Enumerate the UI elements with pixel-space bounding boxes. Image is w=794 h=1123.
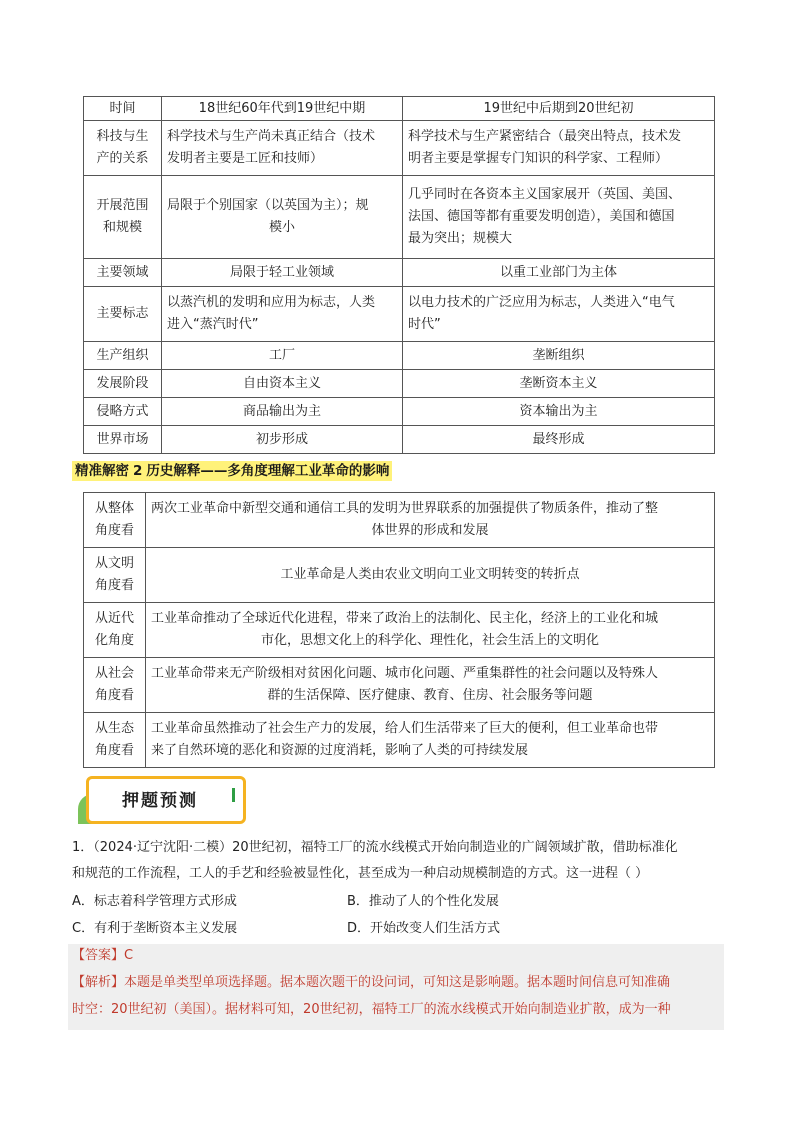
row-label: 从近代 化角度 <box>84 603 146 658</box>
answer-line <box>72 946 133 966</box>
table-row <box>84 342 715 370</box>
row-label: 开展范围 和规模 <box>84 176 162 259</box>
row-label: 科技与生 产的关系 <box>84 121 162 176</box>
table-cell: 商品输出为主 <box>162 398 403 426</box>
analysis-line: 时空：20世纪初（美国）。据材料可知，20世纪初，福特工厂的流水线模式开始向制造业扩散，成为一种 <box>72 1002 671 1017</box>
table-row <box>84 287 715 342</box>
answer-tag: 【答案】 <box>72 948 125 963</box>
section-prefix: 精准解密 <box>75 463 129 479</box>
banner-title: 押题预测 <box>122 791 198 811</box>
table-cell: 以电力技术的广泛应用为标志，人类进入“电气 时代” <box>403 287 715 342</box>
option-b: B．推动了人的个性化发展 <box>347 894 499 909</box>
prediction-banner <box>76 774 248 826</box>
question-stem-line: 和规范的工作流程，工人的手艺和经验被显性化，甚至成为一种启动规模制造的方式。这一进程（ ） <box>72 866 649 881</box>
table-cell: 垄断资本主义 <box>403 370 715 398</box>
table-row <box>84 603 715 658</box>
table-cell: 两次工业革命中新型交通和通信工具的发明为世界联系的加强提供了物质条件，推动了整 体世界的形成和发展 <box>146 493 715 548</box>
row-label: 从整体 角度看 <box>84 493 146 548</box>
table-cell: 以蒸汽机的发明和应用为标志，人类 进入“蒸汽时代” <box>162 287 403 342</box>
question-stem-line: 1．（2024·辽宁沈阳·二模）20世纪初，福特工厂的流水线模式开始向制造业的广阔领域扩散，借助标准化 <box>72 840 678 855</box>
table-cell: 垄断组织 <box>403 342 715 370</box>
option-c: C．有利于垄断资本主义发展 <box>72 921 238 936</box>
section-title <box>72 461 392 481</box>
table-cell: 工厂 <box>162 342 403 370</box>
option-d: D．开始改变人们生活方式 <box>347 921 501 936</box>
table-cell: 自由资本主义 <box>162 370 403 398</box>
impact-table <box>83 492 715 768</box>
table-cell: 科学技术与生产尚未真正结合（技术 发明者主要是工匠和技师） <box>162 121 403 176</box>
table-row <box>84 176 715 259</box>
row-label: 侵略方式 <box>84 398 162 426</box>
header-cell-time: 时间 <box>84 97 162 121</box>
header-cell-first-revolution: 18世纪60年代到19世纪中期 <box>162 97 403 121</box>
table-cell: 工业革命是人类由农业文明向工业文明转变的转折点 <box>146 548 715 603</box>
table-cell: 最终形成 <box>403 426 715 454</box>
table-row <box>84 370 715 398</box>
table-row <box>84 658 715 713</box>
table-row <box>84 548 715 603</box>
table-header-row <box>84 97 715 121</box>
row-label: 主要标志 <box>84 287 162 342</box>
section-number: 2 <box>133 463 143 479</box>
row-label: 主要领域 <box>84 259 162 287</box>
table-row <box>84 493 715 548</box>
row-label: 发展阶段 <box>84 370 162 398</box>
row-label: 世界市场 <box>84 426 162 454</box>
table-cell: 几乎同时在各资本主义国家展开（英国、美国、 法国、德国等都有重要发明创造），美国和德国 最为突出；规模大 <box>403 176 715 259</box>
table-cell: 资本输出为主 <box>403 398 715 426</box>
section-heading: 历史解释——多角度理解工业革命的影响 <box>146 463 390 479</box>
row-label: 从社会 角度看 <box>84 658 146 713</box>
table-row <box>84 426 715 454</box>
table-cell: 工业革命推动了全球近代化进程，带来了政治上的法制化、民主化，经济上的工业化和城 市化，思想文化上的科学化、理性化，社会生活上的文明化 <box>146 603 715 658</box>
analysis-tag: 【解析】 <box>72 975 125 990</box>
table-cell: 工业革命带来无产阶级相对贫困化问题、城市化问题、严重集群性的社会问题以及特殊人 群的生活保障、医疗健康、教育、住房、社会服务等问题 <box>146 658 715 713</box>
table-row <box>84 713 715 768</box>
row-label: 从生态 角度看 <box>84 713 146 768</box>
row-label: 生产组织 <box>84 342 162 370</box>
answer-value: C <box>124 948 134 963</box>
table-row <box>84 259 715 287</box>
table-cell: 科学技术与生产紧密结合（最突出特点，技术发 明者主要是掌握专门知识的科学家、工程师） <box>403 121 715 176</box>
table-cell: 工业革命虽然推动了社会生产力的发展，给人们生活带来了巨大的便利，但工业革命也带 来了自然环境的恶化和资源的过度消耗，影响了人类的可持续发展 <box>146 713 715 768</box>
table-cell: 局限于轻工业领域 <box>162 259 403 287</box>
table-cell: 以重工业部门为主体 <box>403 259 715 287</box>
option-a: A．标志着科学管理方式形成 <box>72 894 237 909</box>
table-row <box>84 398 715 426</box>
table-row <box>84 121 715 176</box>
header-cell-second-revolution: 19世纪中后期到20世纪初 <box>403 97 715 121</box>
analysis-line <box>72 973 670 993</box>
comparison-table <box>83 96 715 454</box>
banner-accent-mark <box>232 788 235 802</box>
table-cell: 局限于个别国家（以英国为主）；规 模小 <box>162 176 403 259</box>
analysis-text: 本题是单类型单项选择题。据本题次题干的设问词，可知这是影响题。据本题时间信息可知准确 <box>124 975 671 990</box>
row-label: 从文明 角度看 <box>84 548 146 603</box>
table-cell: 初步形成 <box>162 426 403 454</box>
